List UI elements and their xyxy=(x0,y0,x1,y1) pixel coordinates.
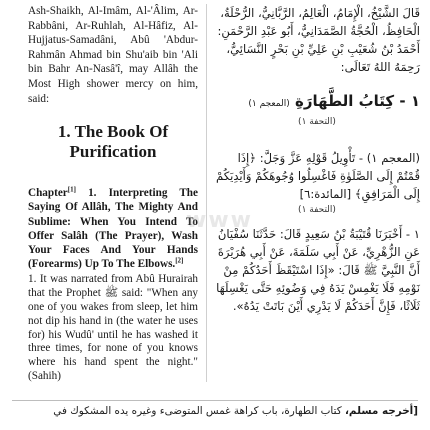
chapter-footnote-marker[interactable]: [1] xyxy=(67,185,76,194)
arabic-book-heading xyxy=(214,90,420,115)
arabic-book-ref-top: (المعجم ١) xyxy=(248,99,290,109)
footnote-label: [أخرجه مسلم، xyxy=(344,405,418,417)
english-column xyxy=(28,0,198,384)
arabic-book-num: ١ - xyxy=(399,92,420,110)
arabic-chapter-ref: (التحفة ١) xyxy=(298,205,336,215)
arabic-book-ref-bottom: (التحفة ١) xyxy=(298,117,336,127)
english-book-title: 1. The Book Of Purification xyxy=(57,122,169,162)
english-hadith-1: 1. It was narrated from Abû Hurairah that the Prophet ﷺ said: "When any one of you wakes from sleep, let him not dip his hand in (the water he uses for) his Wudû' until he has washed it three times, for none of you knows where his hand spent the night." (Sahih) xyxy=(28,273,199,382)
footnote xyxy=(12,400,418,418)
footnote-text: كتاب الطهارة، باب كراهة غمس المتوضىء وغيره يده المشكوك في xyxy=(53,405,342,417)
arabic-chapter-heading: (المعجم ١) - تَأْوِيلُ قَوْلِهِ عَزَّ وَجَلَّ: ﴿إِذَا قُمْتُمْ إِلَى الصَّلَوٰةِ فَاغْسِلُوا وُجُوهَكُمْ وَأَيْدِيَكُمْ إِلَى الْمَرَافِقِ﴾ [المائدة:٦] xyxy=(215,151,420,201)
column-divider xyxy=(206,4,207,382)
arabic-book-title: كِتَابُ الطَّهَارَةِ xyxy=(294,92,395,110)
arabic-column xyxy=(214,0,420,315)
english-intro: Ash-Shaikh, Al-Imâm, Al-'Âlim, Ar-Rabbâni, Ar-Ruhlah, Al-Hâfiz, Al-Hujjatus-Samadâni, Abû 'Abdur-Rahmân Ahmad bin Shu'aib bin 'Ali bin Bahr An-Nasâ'î, may Allâh the Most High shower mercy on him, said: xyxy=(28,5,198,105)
english-chapter-heading xyxy=(28,186,198,271)
chapter-text: 1. Interpreting The Saying Of Allâh, The Mighty And Sublime: When You Intend To Offer Salâh (The Prayer), Wash Your Faces And Your Hands (Forearms) Up To The Elbows. xyxy=(28,187,198,271)
chapter-footnote-marker-2[interactable]: [2] xyxy=(175,256,184,265)
arabic-intro: قَالَ الشَّيْخُ، الْإِمَامُ، الْعَالِمُ، الرَّبَّانِيُّ، الرُّحْلَةُ، الْحَافِظُ، الْحُجَّةُ الصَّمَدَانِيُّ، أَبُو عَبْدِ الرَّحْمَنِ: أَحْمَدُ بْنُ شُعَيْبِ بْنِ عَلِيِّ بْنِ بَحْرٍ النَّسَائِيُّ، رَحِمَهُ اللهُ تَعَالَى: xyxy=(217,6,420,74)
arabic-hadith-1: ١ - أَخْبَرَنَا قُتَيْبَةُ بْنُ سَعِيدٍ قَالَ: حَدَّثَنَا سُفْيَانُ عَنِ الزُّهْرِيِّ، عَنْ أَبِي سَلَمَةَ، عَنْ أَبِي هُرَيْرَةَ أَنَّ النَّبِيَّ ﷺ قَالَ: «إِذَا اسْتَيْقَظَ أَحَدُكُمْ مِنْ نَوْمِهِ فَلَا يَغْمِسْ يَدَهُ فِي وَضُوئِهِ حَتَّى يَغْسِلَهَا ثَلَاثًا، فَإِنَّ أَحَدَكُمْ لَا يَدْرِي أَيْنَ بَاتَتْ يَدُهُ». xyxy=(216,227,420,313)
chapter-label: Chapter xyxy=(28,187,68,200)
watermark: www xyxy=(186,208,253,233)
